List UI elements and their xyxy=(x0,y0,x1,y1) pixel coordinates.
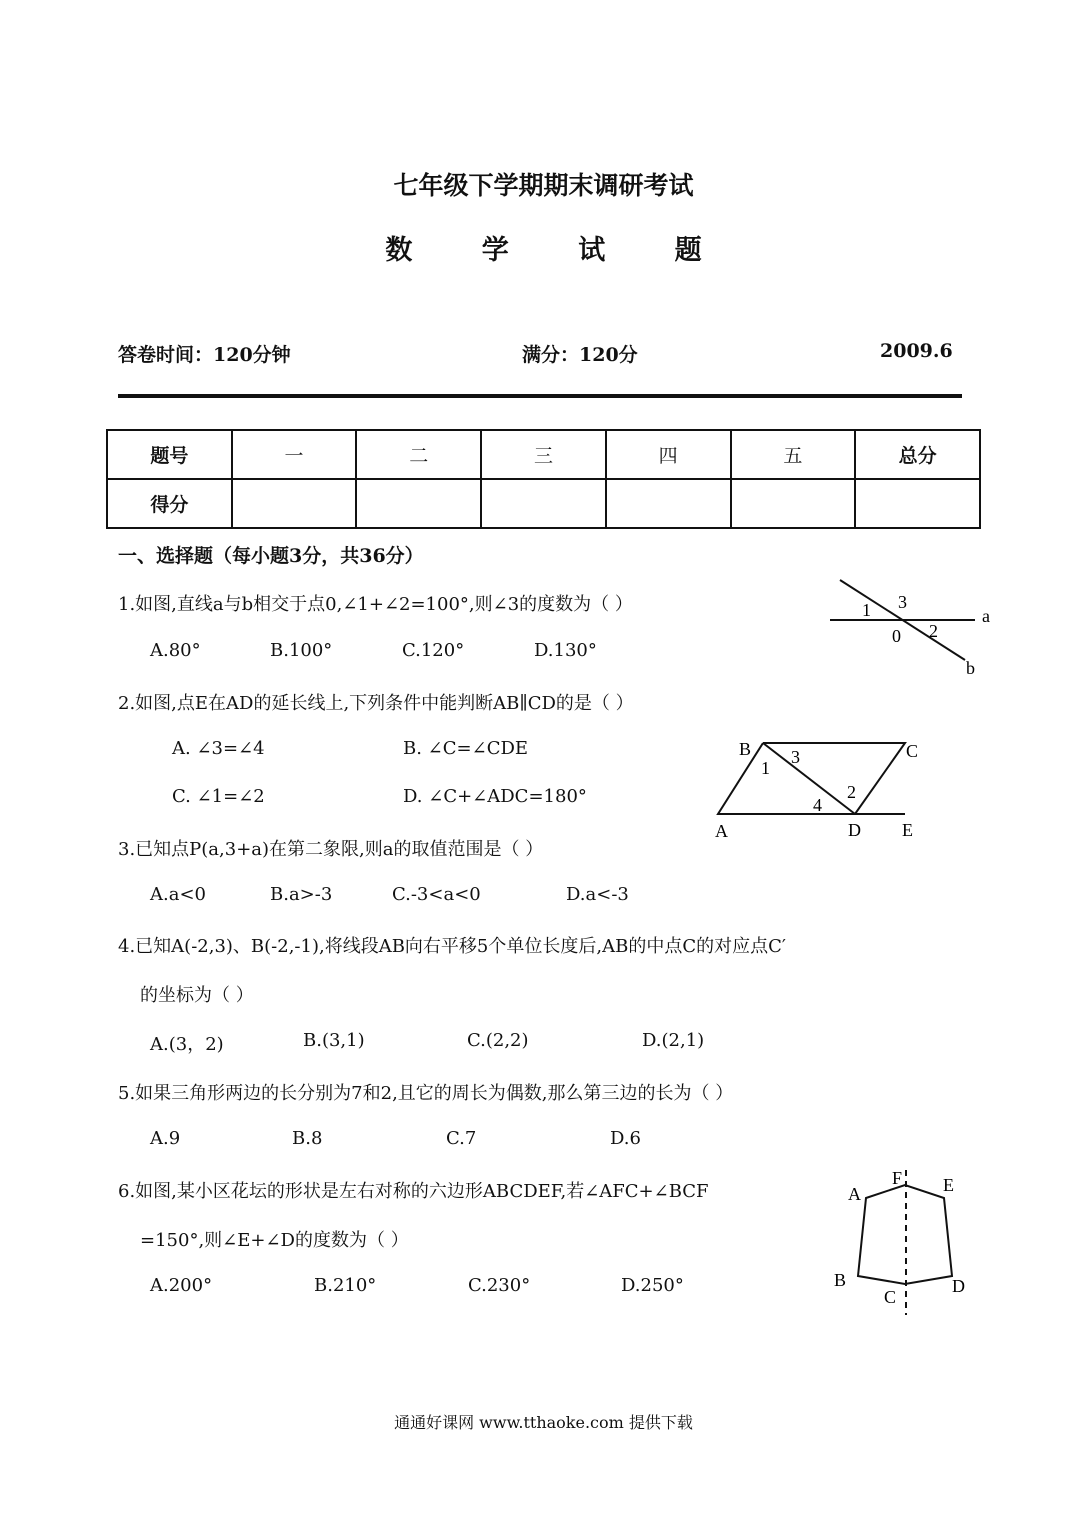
question-6-option-d: D.250° xyxy=(621,1275,684,1296)
figure-2-parallelogram xyxy=(705,730,935,845)
question-1-stem: 1.如图,直线a与b相交于点0,∠1+∠2=100°,则∠3的度数为（ ） xyxy=(118,594,633,615)
diagonal-bd xyxy=(763,743,855,814)
score-table-header-row xyxy=(107,430,980,479)
exam-subtitle: 数 学 试 题 xyxy=(385,235,732,266)
question-3-option-b: B.a>-3 xyxy=(270,884,333,905)
full-score: 满分：120分 xyxy=(522,344,638,366)
question-2-option-d: D. ∠C+∠ADC=180° xyxy=(403,786,587,807)
score-header-cell: 总分 xyxy=(855,430,980,479)
fig2-label-d: D xyxy=(848,820,861,840)
score-row-label: 得分 xyxy=(107,479,232,528)
question-6-stem-cont: =150°,则∠E+∠D的度数为（ ） xyxy=(140,1230,409,1251)
fig2-label-1: 1 xyxy=(761,758,770,778)
fig3-label-f: F xyxy=(892,1168,903,1188)
question-1-option-c: C.120° xyxy=(402,640,465,661)
score-header-cell: 三 xyxy=(481,430,606,479)
fig2-label-4: 4 xyxy=(813,795,822,815)
exam-date: 2009.6 xyxy=(880,340,953,362)
fig3-label-b: B xyxy=(834,1270,847,1290)
question-6-option-b: B.210° xyxy=(314,1275,377,1296)
figure-3-hexagon xyxy=(830,1160,980,1320)
question-3-option-c: C.-3<a<0 xyxy=(392,884,481,905)
score-cell xyxy=(232,479,357,528)
footer-credit: 通通好课网 www.tthaoke.com 提供下载 xyxy=(394,1413,693,1432)
fig3-label-d: D xyxy=(952,1276,965,1296)
score-header-cell: 一 xyxy=(232,430,357,479)
score-header-cell: 四 xyxy=(606,430,731,479)
score-cell xyxy=(731,479,856,528)
question-5-option-d: D.6 xyxy=(610,1128,641,1149)
question-5-option-b: B.8 xyxy=(292,1128,323,1149)
fig2-label-e: E xyxy=(902,820,913,840)
question-3-stem: 3.已知点P(a,3+a)在第二象限,则a的取值范围是（ ） xyxy=(118,839,544,860)
score-header-cell: 二 xyxy=(356,430,481,479)
question-1-option-b: B.100° xyxy=(270,640,333,661)
fig1-label-1: 1 xyxy=(862,600,871,620)
score-header-cell: 题号 xyxy=(107,430,232,479)
question-4-option-a: A.(3，2) xyxy=(150,1034,224,1055)
question-4-stem: 4.已知A(-2,3)、B(-2,-1),将线段AB向右平移5个单位长度后,AB的中点C的对应点C′ xyxy=(118,936,786,957)
question-3-option-a: A.a<0 xyxy=(150,884,206,905)
score-table-score-row xyxy=(107,479,980,528)
question-1-option-d: D.130° xyxy=(534,640,597,661)
score-header-cell: 五 xyxy=(731,430,856,479)
question-4-stem-cont: 的坐标为（ ） xyxy=(140,985,254,1006)
score-cell xyxy=(481,479,606,528)
question-4-option-c: C.(2,2) xyxy=(467,1030,529,1051)
fig2-label-c: C xyxy=(906,741,919,761)
fig1-label-b: b xyxy=(966,658,975,678)
fig1-label-0: 0 xyxy=(892,626,901,646)
question-2-option-a: A. ∠3=∠4 xyxy=(172,738,265,759)
question-6-option-c: C.230° xyxy=(468,1275,531,1296)
question-4-option-b: B.(3,1) xyxy=(303,1030,365,1051)
score-cell xyxy=(606,479,731,528)
fig2-label-b: B xyxy=(739,739,752,759)
fig3-label-e: E xyxy=(943,1175,954,1195)
question-1-option-a: A.80° xyxy=(150,640,201,661)
exam-time: 答卷时间：120分钟 xyxy=(118,344,291,366)
exam-title: 七年级下学期期末调研考试 xyxy=(393,171,694,200)
section-heading: 一、选择题（每小题3分，共36分） xyxy=(118,545,424,567)
question-3-option-d: D.a<-3 xyxy=(566,884,629,905)
question-6-option-a: A.200° xyxy=(150,1275,213,1296)
question-5-option-c: C.7 xyxy=(446,1128,477,1149)
fig1-label-a: a xyxy=(982,606,990,626)
question-2-option-c: C. ∠1=∠2 xyxy=(172,786,265,807)
fig1-label-3: 3 xyxy=(898,592,907,612)
fig3-label-c: C xyxy=(884,1287,897,1307)
score-cell xyxy=(855,479,980,528)
question-2-stem: 2.如图,点E在AD的延长线上,下列条件中能判断AB∥CD的是（ ） xyxy=(118,693,634,714)
question-2-option-b: B. ∠C=∠CDE xyxy=(403,738,529,759)
fig1-label-2: 2 xyxy=(929,621,938,641)
fig2-label-2: 2 xyxy=(847,782,856,802)
question-5-option-a: A.9 xyxy=(150,1128,181,1149)
figure-1-intersecting-lines xyxy=(820,570,1000,680)
fig2-label-a: A xyxy=(715,821,728,841)
header-rule xyxy=(118,394,962,398)
fig3-label-a: A xyxy=(848,1184,861,1204)
question-6-stem: 6.如图,某小区花坛的形状是左右对称的六边形ABCDEF,若∠AFC+∠BCF xyxy=(118,1181,709,1202)
fig2-label-3: 3 xyxy=(791,747,800,767)
question-4-option-d: D.(2,1) xyxy=(642,1030,705,1051)
score-cell xyxy=(356,479,481,528)
question-5-stem: 5.如果三角形两边的长分别为7和2,且它的周长为偶数,那么第三边的长为（ ） xyxy=(118,1083,734,1104)
score-table xyxy=(106,429,981,529)
